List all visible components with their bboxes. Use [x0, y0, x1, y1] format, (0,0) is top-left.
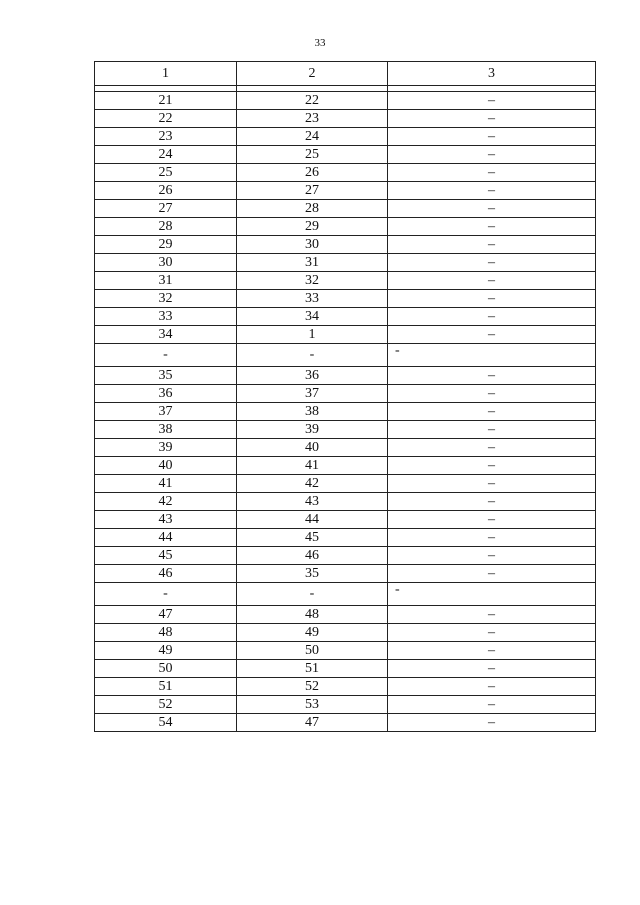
table-cell: –: [388, 475, 596, 493]
table-cell: –: [388, 164, 596, 182]
table-cell: –: [388, 326, 596, 344]
table-cell: –: [388, 182, 596, 200]
table-cell: 52: [237, 678, 388, 696]
table-cell: 37: [237, 385, 388, 403]
table-cell: 48: [95, 624, 237, 642]
table-row: [95, 547, 596, 565]
separator-row: [95, 344, 596, 367]
table-cell: 48: [237, 606, 388, 624]
table-row: [95, 696, 596, 714]
table-row: [95, 660, 596, 678]
header-cell-1: 1: [95, 62, 237, 86]
table-cell: 29: [237, 218, 388, 236]
table-cell: –: [388, 696, 596, 714]
table-cell: 50: [95, 660, 237, 678]
table-cell: 37: [95, 403, 237, 421]
table-cell: 35: [237, 565, 388, 583]
data-table: [94, 61, 596, 732]
table-cell: –: [388, 714, 596, 732]
table-cell: –: [388, 511, 596, 529]
table-cell: –: [388, 529, 596, 547]
table-cell: -: [95, 583, 237, 606]
table-row: [95, 200, 596, 218]
table-cell: -: [388, 344, 596, 367]
table-cell: 40: [95, 457, 237, 475]
table-cell: 52: [95, 696, 237, 714]
table-cell: 34: [237, 308, 388, 326]
table-cell: 22: [95, 110, 237, 128]
table-row: [95, 290, 596, 308]
table-cell: 46: [237, 547, 388, 565]
table-row: [95, 624, 596, 642]
table-cell: 28: [95, 218, 237, 236]
table-cell: –: [388, 678, 596, 696]
table-cell: –: [388, 236, 596, 254]
table-cell: 36: [237, 367, 388, 385]
table-cell: 24: [237, 128, 388, 146]
table-row: [95, 493, 596, 511]
table-cell: 22: [237, 92, 388, 110]
table-cell: 31: [95, 272, 237, 290]
table-cell: 54: [95, 714, 237, 732]
table-row: [95, 511, 596, 529]
table-cell: 26: [237, 164, 388, 182]
table-cell: 27: [237, 182, 388, 200]
table-cell: –: [388, 128, 596, 146]
table-cell: 31: [237, 254, 388, 272]
table-cell: 47: [95, 606, 237, 624]
table-cell: 51: [237, 660, 388, 678]
table-cell: –: [388, 385, 596, 403]
separator-row: [95, 583, 596, 606]
table-cell: 25: [237, 146, 388, 164]
table-cell: 25: [95, 164, 237, 182]
table-cell: 43: [237, 493, 388, 511]
table-cell: –: [388, 290, 596, 308]
table-cell: 49: [237, 624, 388, 642]
table-row: [95, 475, 596, 493]
table-cell: –: [388, 367, 596, 385]
page-number: 33: [314, 37, 326, 49]
table-cell: 33: [95, 308, 237, 326]
table-cell: 44: [237, 511, 388, 529]
table-cell: 53: [237, 696, 388, 714]
table-cell: 44: [95, 529, 237, 547]
table-cell: 23: [95, 128, 237, 146]
table-cell: 27: [95, 200, 237, 218]
table-row: [95, 182, 596, 200]
table-row: [95, 128, 596, 146]
table-cell: –: [388, 565, 596, 583]
table-cell: 46: [95, 565, 237, 583]
table-cell: 38: [95, 421, 237, 439]
table-row: [95, 272, 596, 290]
table-cell: 50: [237, 642, 388, 660]
table-cell: –: [388, 642, 596, 660]
table-cell: –: [388, 200, 596, 218]
table-row: [95, 642, 596, 660]
table-cell: 43: [95, 511, 237, 529]
table-cell: 39: [237, 421, 388, 439]
table-cell: –: [388, 421, 596, 439]
table-cell: 30: [237, 236, 388, 254]
table-cell: –: [388, 403, 596, 421]
table-cell: 32: [237, 272, 388, 290]
table-cell: 42: [95, 493, 237, 511]
header-cell-2: 2: [237, 62, 388, 86]
table-cell: 34: [95, 326, 237, 344]
table-cell: 40: [237, 439, 388, 457]
table-cell: –: [388, 439, 596, 457]
table-cell: 35: [95, 367, 237, 385]
table-cell: 24: [95, 146, 237, 164]
table-cell: 30: [95, 254, 237, 272]
table-row: [95, 421, 596, 439]
table-cell: –: [388, 624, 596, 642]
table-body: [95, 62, 596, 732]
table-cell: 23: [237, 110, 388, 128]
table-cell: –: [388, 146, 596, 164]
table-cell: 42: [237, 475, 388, 493]
table-row: [95, 385, 596, 403]
table-cell: –: [388, 272, 596, 290]
table-cell: 32: [95, 290, 237, 308]
table-cell: -: [237, 344, 388, 367]
table-cell: 47: [237, 714, 388, 732]
table-cell: 45: [237, 529, 388, 547]
table-cell: 21: [95, 92, 237, 110]
table-row: [95, 164, 596, 182]
table-cell: -: [237, 583, 388, 606]
header-cell-3: 3: [388, 62, 596, 86]
table-cell: 51: [95, 678, 237, 696]
table-cell: 39: [95, 439, 237, 457]
table-cell: 41: [95, 475, 237, 493]
table-cell: 38: [237, 403, 388, 421]
table-row: [95, 529, 596, 547]
table-cell: 33: [237, 290, 388, 308]
table-row: [95, 714, 596, 732]
table-cell: –: [388, 92, 596, 110]
table-row: [95, 308, 596, 326]
table-row: [95, 403, 596, 421]
table-cell: 29: [95, 236, 237, 254]
table-row: [95, 218, 596, 236]
table-row: [95, 439, 596, 457]
table-cell: –: [388, 218, 596, 236]
table-cell: -: [95, 344, 237, 367]
table-cell: –: [388, 254, 596, 272]
table-cell: –: [388, 110, 596, 128]
table-cell: –: [388, 308, 596, 326]
table-cell: –: [388, 547, 596, 565]
table-row: [95, 110, 596, 128]
table-row: [95, 146, 596, 164]
table-row: [95, 678, 596, 696]
table-row: [95, 606, 596, 624]
table-cell: 41: [237, 457, 388, 475]
table-cell: -: [388, 583, 596, 606]
table-row: [95, 367, 596, 385]
table-cell: –: [388, 457, 596, 475]
table-row: [95, 326, 596, 344]
table-cell: –: [388, 493, 596, 511]
table-row: [95, 457, 596, 475]
table-cell: 49: [95, 642, 237, 660]
table-row: [95, 565, 596, 583]
table-row: [95, 254, 596, 272]
table-cell: –: [388, 660, 596, 678]
table-cell: 26: [95, 182, 237, 200]
table-header-row: [95, 62, 596, 86]
table-row: [95, 236, 596, 254]
table-cell: 45: [95, 547, 237, 565]
table-cell: 1: [237, 326, 388, 344]
table-cell: –: [388, 606, 596, 624]
table-cell: 36: [95, 385, 237, 403]
table-cell: 28: [237, 200, 388, 218]
table-row: [95, 92, 596, 110]
